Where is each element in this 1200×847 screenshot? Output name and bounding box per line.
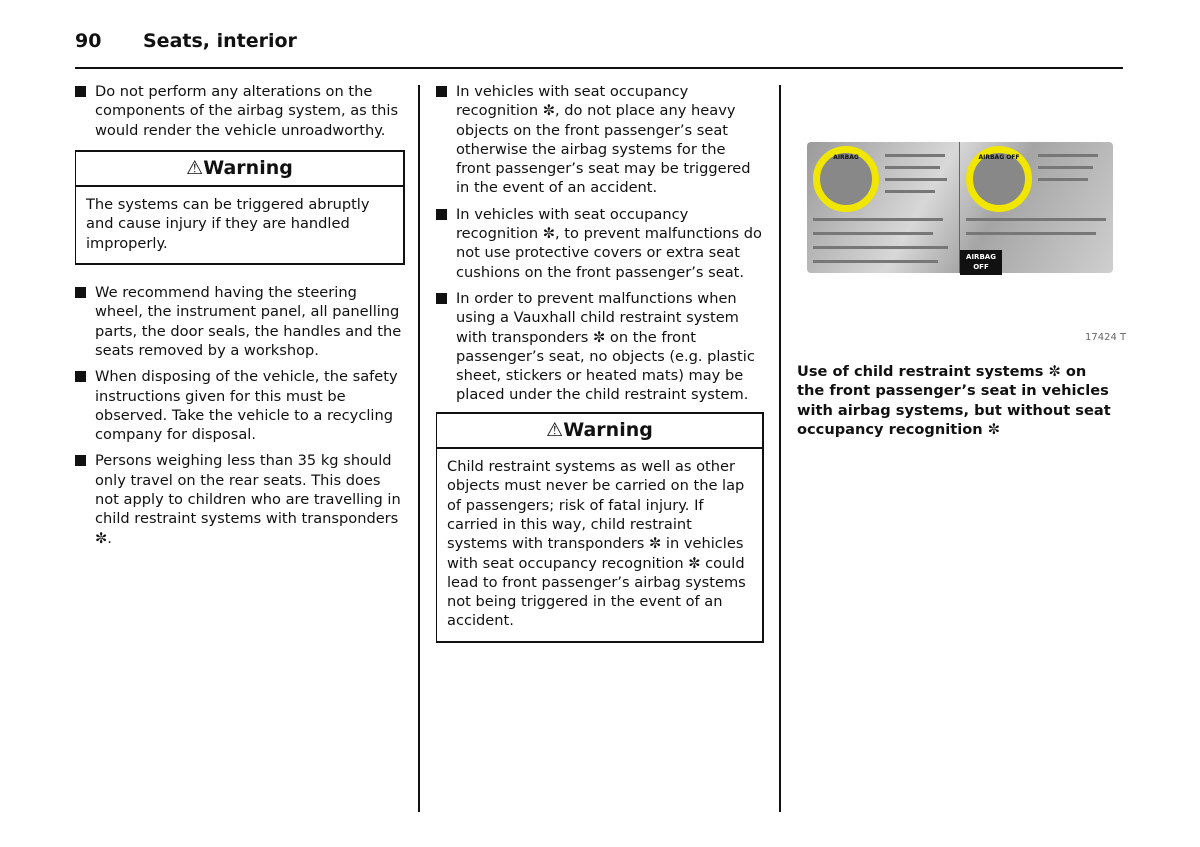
bullet-icon: [436, 293, 447, 304]
warning-title: Warning: [563, 418, 653, 441]
bullet-icon: [436, 209, 447, 220]
item-text: We recommend having the steering wheel, the instrument panel, all panelling parts, the door seals, the handles and the seats removed by a workshop.: [95, 284, 402, 359]
column-divider: [779, 85, 781, 812]
airbag-off-badge: [960, 250, 1002, 275]
header-rule: [75, 67, 1123, 69]
item-text: In vehicles with seat occupancy recognition ✼, do not place any heavy objects on the front passenger’s seat otherwise the airbag systems for the front passenger’s seat may be triggered in the event of an accident.: [456, 83, 751, 197]
list-item: [436, 289, 764, 405]
page-title: Seats, interior: [143, 30, 297, 52]
warning-text: Child restraint systems as well as other objects must never be carried on the lap of passengers; risk of fatal injury. If carried in this way, child restraint systems with transponders ✼ in vehicles with seat occupancy recognition ✼ could lead to front passenger’s airbag systems not being triggered in the event of an accident.: [447, 458, 746, 630]
item-text: Do not perform any alterations on the components of the airbag system, as this would render the vehicle unroadworthy.: [95, 83, 399, 139]
label-airbag-on: [807, 142, 960, 273]
column-divider: [418, 85, 420, 812]
warning-box: [75, 150, 405, 265]
airbag-seat-icon: [813, 146, 879, 212]
list-item: [436, 205, 764, 282]
list-item: [75, 451, 405, 547]
warning-header: [76, 152, 403, 187]
warning-triangle-icon: ⚠: [546, 418, 564, 441]
column-1: [75, 82, 405, 555]
warning-text: The systems can be triggered abruptly and cause injury if they are handled improperly.: [86, 196, 370, 252]
item-text: Persons weighing less than 35 kg should only travel on the rear seats. This does not apply to children who are travelling in child restraint systems with transponders ✼.: [95, 452, 401, 547]
badge-line: OFF: [973, 263, 989, 271]
bullet-icon: [75, 86, 86, 97]
figure-caption: Use of child restraint systems ✼ on the front passenger’s seat in vehicles with airbag systems, but without seat occupancy recognition ✼: [797, 363, 1111, 438]
column-2: [436, 82, 764, 661]
airbag-label-figure: [807, 142, 1113, 273]
item-text: In vehicles with seat occupancy recognition ✼, to prevent malfunctions do not use protective covers or extra seat cushions on the front passenger’s seat.: [456, 205, 762, 281]
airbag-off-seat-icon: [966, 146, 1032, 212]
list-item: [75, 283, 405, 360]
bullet-icon: [75, 371, 86, 382]
circle-label: AIRBAG: [833, 154, 859, 161]
warning-box: [436, 412, 764, 643]
item-text: When disposing of the vehicle, the safety instructions given for this must be observed. Take the vehicle to a recycling company for disposal.: [95, 368, 398, 444]
warning-triangle-icon: ⚠: [186, 156, 204, 179]
list-item: [75, 367, 405, 444]
page-number: 90: [75, 30, 102, 52]
circle-label: AIRBAG OFF: [978, 154, 1020, 161]
list-item: [75, 82, 405, 140]
figure-number: 17424 T: [1085, 332, 1127, 343]
item-text: In order to prevent malfunctions when using a Vauxhall child restraint system with transponders ✼ on the front passenger’s seat, no objects (e.g. plastic sheet, stickers or heated mats) may be placed under the child restraint system.: [456, 289, 755, 404]
warning-title: Warning: [203, 156, 293, 179]
list-item: [436, 82, 764, 198]
badge-line: AIRBAG: [966, 253, 996, 261]
bullet-icon: [75, 287, 86, 298]
bullet-icon: [436, 86, 447, 97]
warning-header: [437, 414, 762, 449]
bullet-icon: [75, 455, 86, 466]
